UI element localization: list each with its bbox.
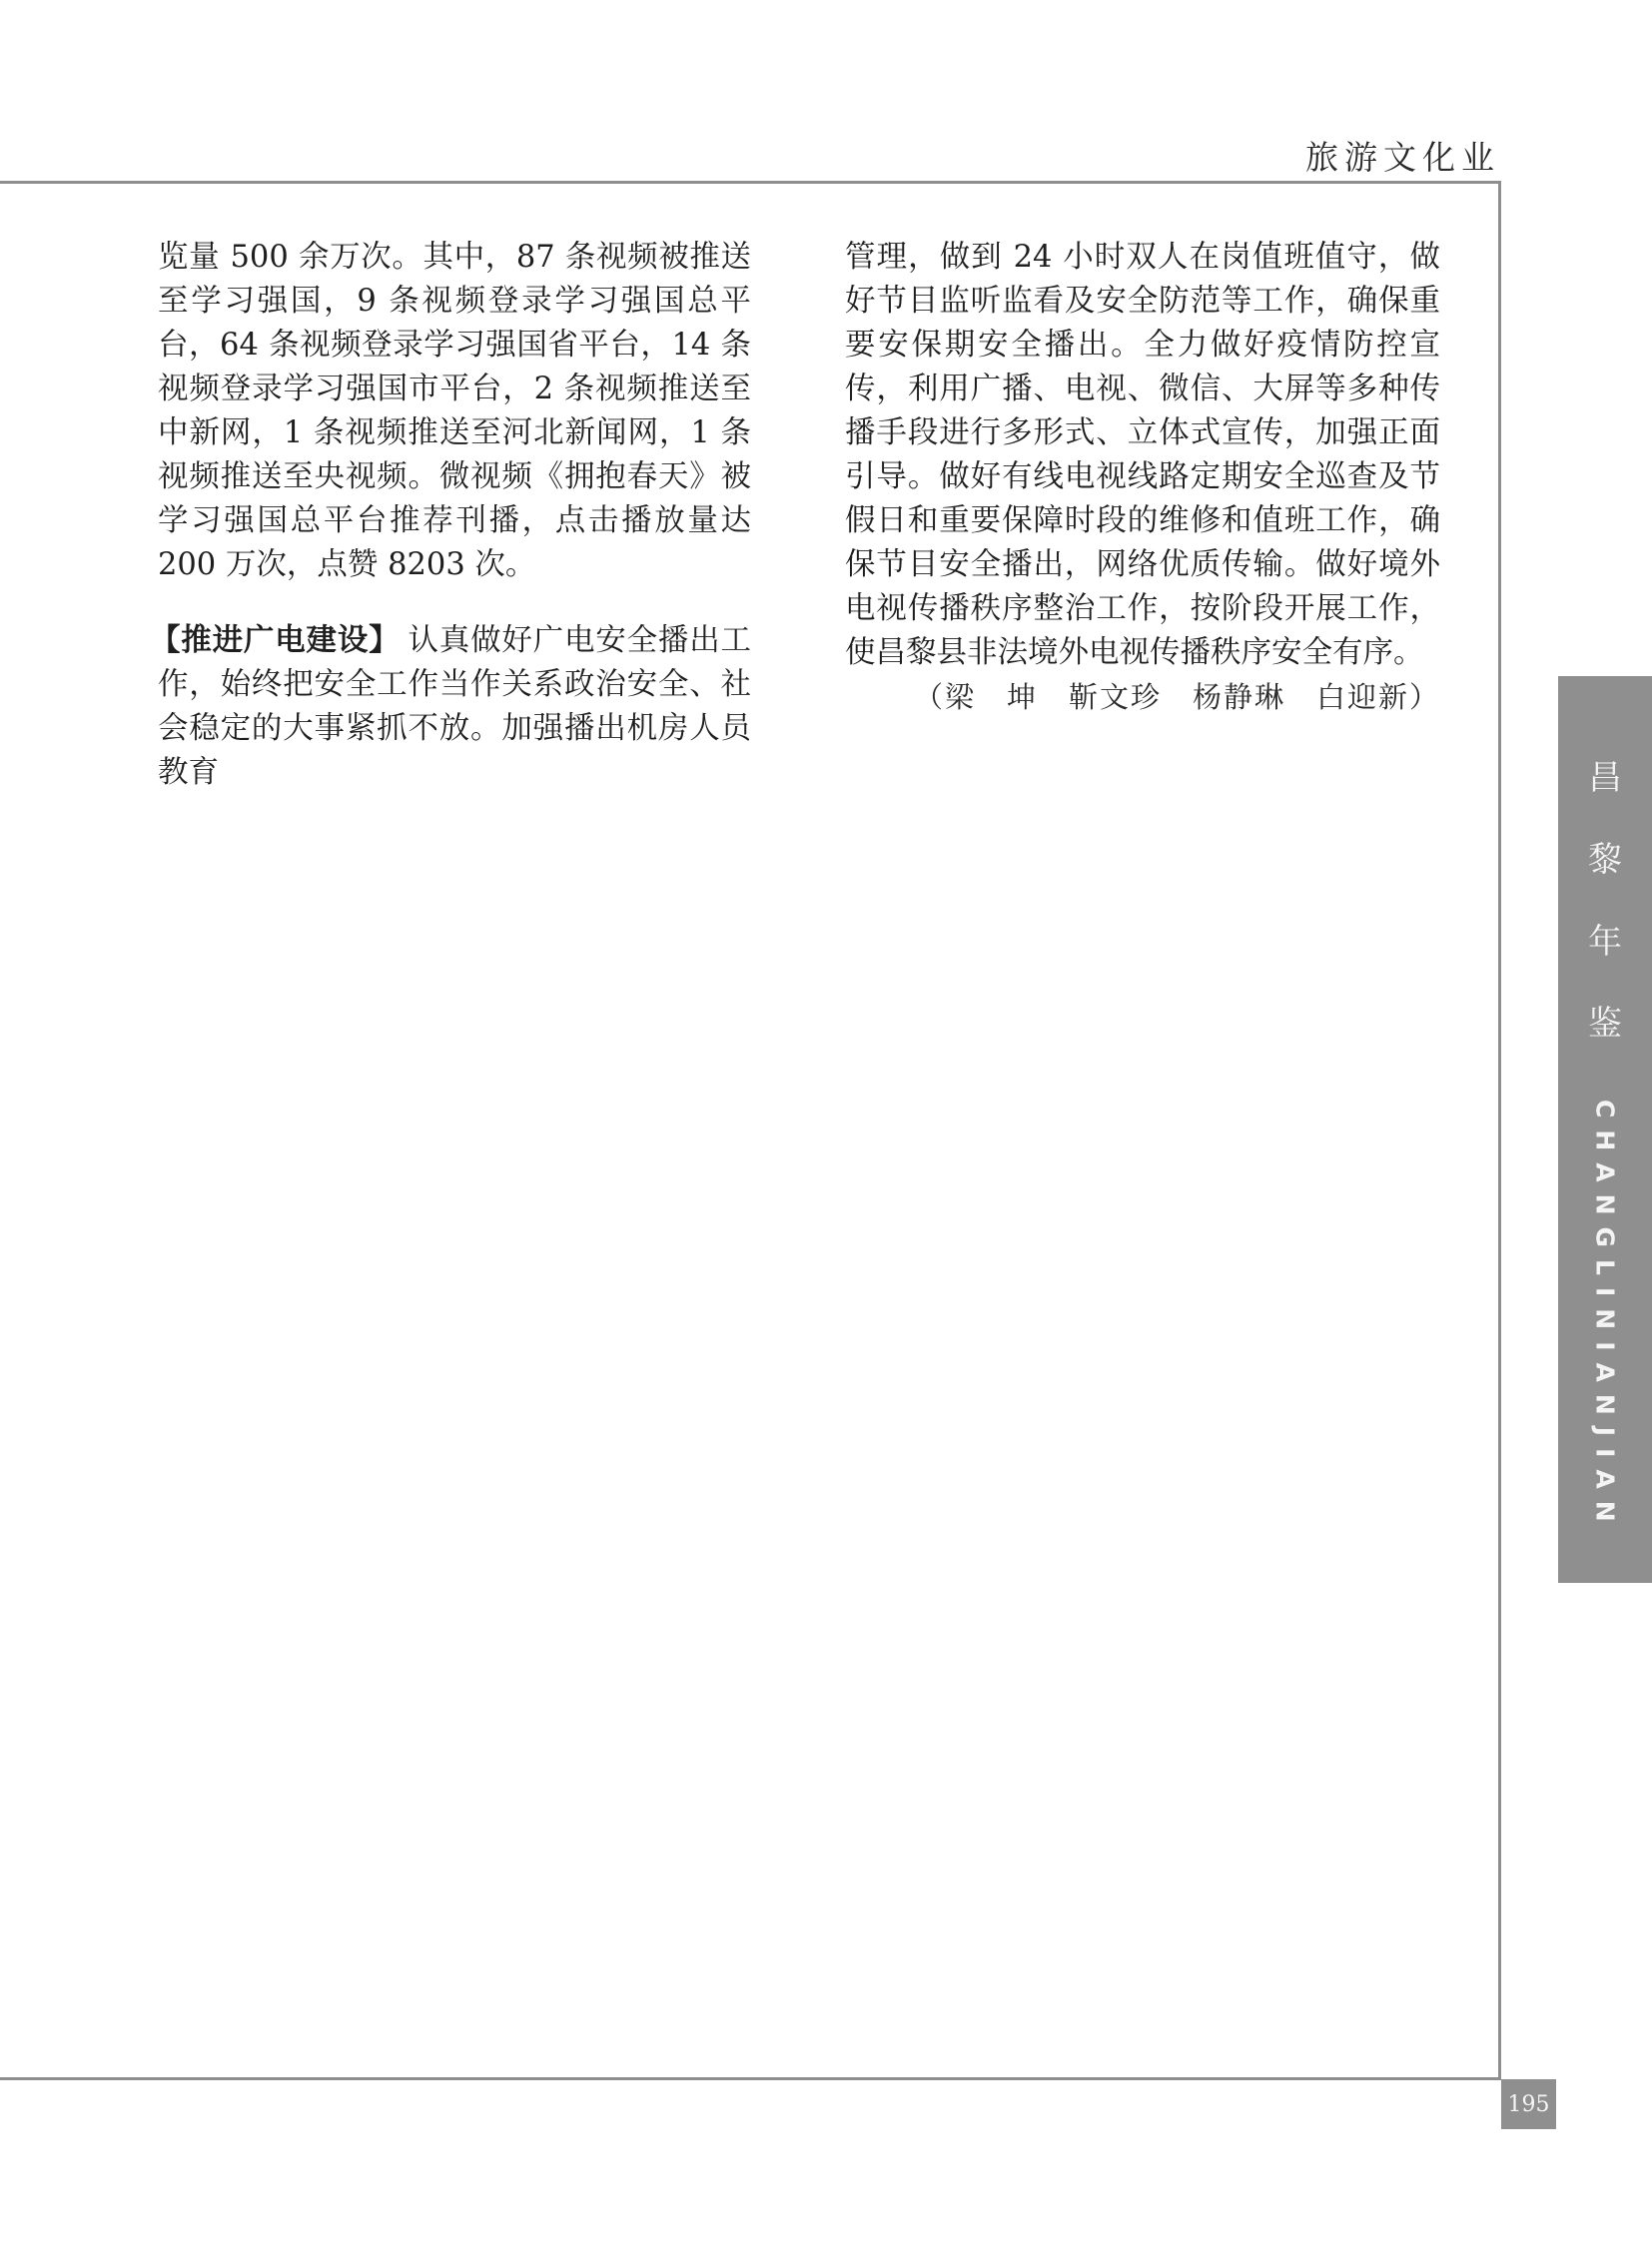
side-tab-char: 鉴 [1588, 1004, 1622, 1044]
right-column [845, 236, 1440, 719]
author-credit: （梁 坤 靳文珍 杨静琳 白迎新） [913, 680, 1440, 714]
paragraph-broadcast-management: 管理，做到 24 小时双人在岗值班值守，做好节目监听监看及安全防范等工作，确保重要安保期安全播出。全力做好疫情防控宣传，利用广播、电视、微信、大屏等多种传播手段进行多形式、立体式宣传，加强正面引导。做好有线电视线路定期安全巡查及节假日和重要保障时段的维修和值班工作，确保节目安全播出，网络优质传输。做好境外电视传播秩序整治工作，按阶段开展工作，使昌黎县非法境外电视传播秩序安全有序。 [845, 240, 1440, 670]
frame-right-rule [1498, 181, 1501, 2080]
left-column [150, 236, 752, 795]
subsection-heading: 【推进广电建设】 [150, 623, 401, 658]
yearbook-side-tab [1558, 676, 1652, 1583]
side-tab-char: 年 [1588, 922, 1622, 962]
side-tab-chinese-title [1588, 758, 1622, 1086]
paragraph-body: 认真做好广电安全播出工作，始终把安全工作当作关系政治安全、社会稳定的大事紧抓不放。加强播出机房人员教育 [158, 623, 752, 790]
frame-top-rule [0, 181, 1501, 184]
side-tab-char: 黎 [1588, 840, 1622, 880]
frame-bottom-rule [0, 2077, 1501, 2080]
page-number: 195 [1501, 2079, 1556, 2129]
paragraph-broadcast-construction [150, 619, 752, 795]
paragraph-video-stats: 览量 500 余万次。其中，87 条视频被推送至学习强国，9 条视频登录学习强国总平台，64 条视频登录学习强国省平台，14 条视频登录学习强国市平台，2 条视频推送至中新网，1 条视频推送至河北新闻网，1 条视频推送至央视频。微视频《拥抱春天》被学习强国总平台推荐刊播，点击播放量达 200 万次，点赞 8203 次。 [158, 240, 751, 582]
section-title: 旅游文化业 [1305, 138, 1500, 177]
side-tab-char: 昌 [1588, 758, 1622, 798]
side-tab-pinyin: CHANGLINIANJIAN [1590, 1100, 1620, 1534]
